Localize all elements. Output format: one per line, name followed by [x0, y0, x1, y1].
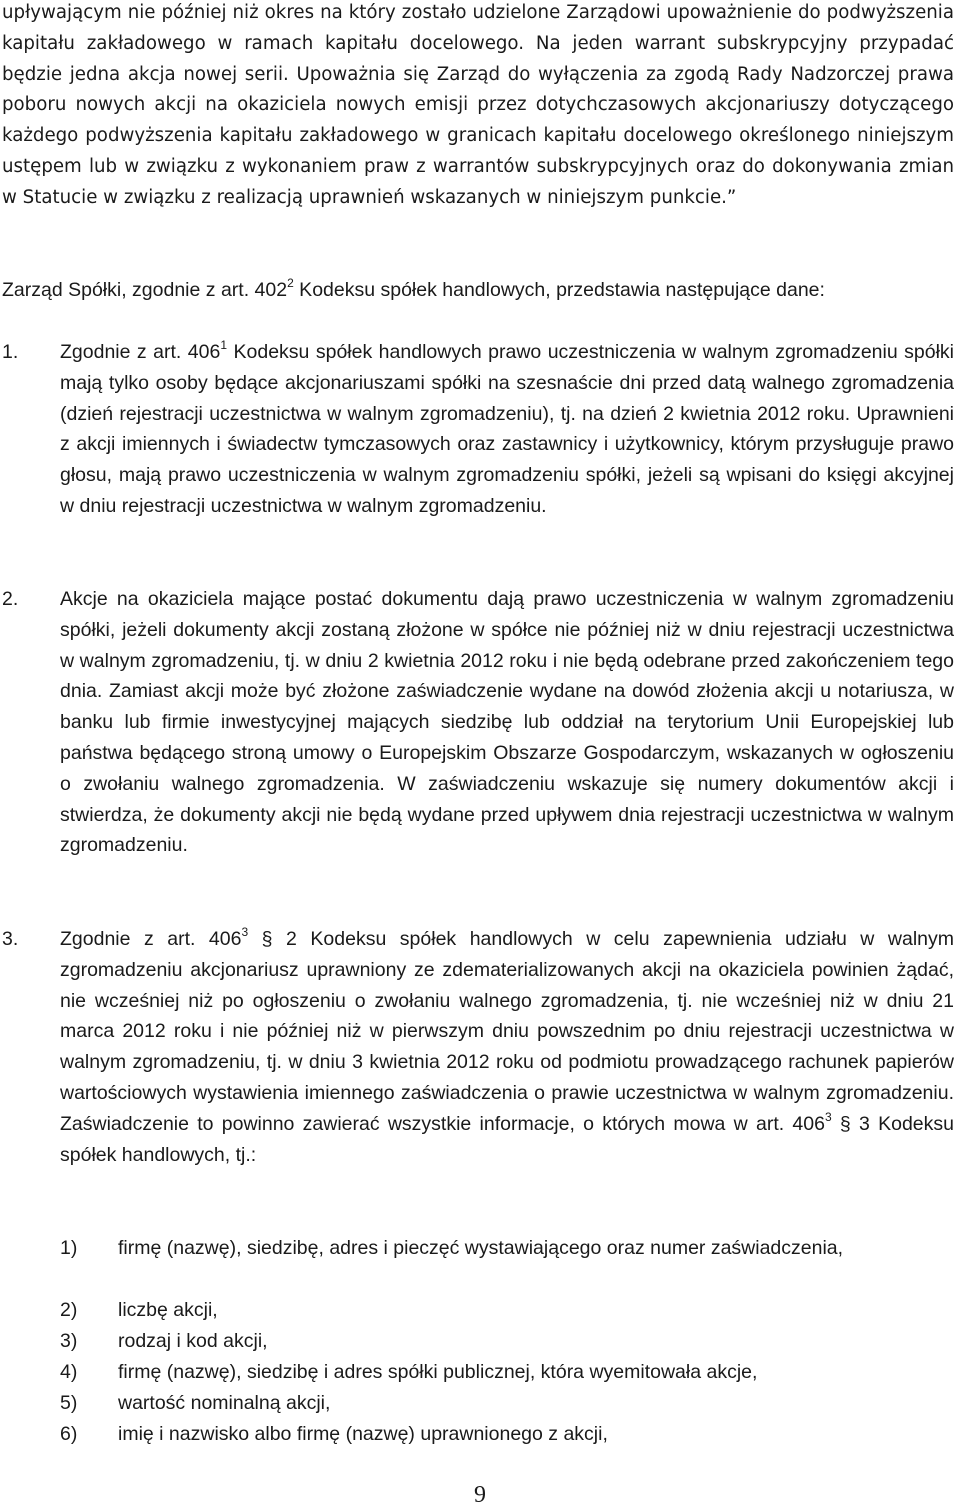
list-item-number: 2.: [2, 588, 19, 610]
sub-item-number: 3): [60, 1330, 78, 1352]
list-item-text-before: Zgodnie z art. 406: [60, 341, 221, 363]
sub-item-text: liczbę akcji,: [118, 1299, 218, 1321]
list-item-text-after: § 3 Kodeksu spółek handlowych, tj.:: [60, 1112, 954, 1166]
list-item-text-after: Kodeksu spółek handlowych prawo uczestniczenia w walnym zgromadzeniu spółki mają tylko osoby będące akcjonariuszami spółki na szesnaście dni przed datą walnego zgromadzenia (dzień rejestracji uczestnictwa w walnym zgromadzeniu), tj. na dzień 2 kwietnia 2012 roku. Uprawnieni z akcji imiennych i świadectw tymczasowych oraz zastawnicy i użytkownicy, którym przysługuje prawo głosu, mają prawo uczestniczenia w walnym zgromadzeniu spółki, jeżeli są wpisani do księgi akcyjnej w dniu rejestracji uczestnictwa w walnym zgromadzeniu.: [60, 341, 955, 517]
list-item-3: [2, 924, 954, 1170]
sub-item-number: 2): [60, 1299, 78, 1321]
sub-item-number: 1): [60, 1237, 78, 1259]
lead-text-after: Kodeksu spółek handlowych, przedstawia następujące dane:: [293, 279, 825, 301]
sub-item-text: rodzaj i kod akcji,: [118, 1330, 268, 1352]
list-item-number: 1.: [2, 341, 19, 363]
sub-item-1: [60, 1233, 952, 1264]
lead-text-before: Zarząd Spółki, zgodnie z art. 402: [2, 279, 288, 301]
sub-item-5: [60, 1388, 952, 1419]
list-item-text-before: Zgodnie z art. 406: [60, 928, 242, 950]
lead-paragraph: [2, 275, 954, 306]
list-item-number: 3.: [2, 928, 19, 950]
intro-paragraph: upływającym nie później niż okres na który zostało udzielone Zarządowi upoważnienie do podwyższenia kapitału zakładowego w ramach kapitału docelowego. Na jeden warrant subskrypcyjny przypadać będzie jedna akcja nowej serii. Upoważnia się Zarząd do wyłączenia za zgodą Rady Nadzorczej prawa poboru nowych akcji na okaziciela nowych emisji przez dotychczasowych akcjonariuszy dotyczącego każdego podwyższenia kapitału zakładowego w granicach kapitału docelowego określonego niniejszym ustępem lub w związku z wykonaniem praw z warrantów subskrypcyjnych oraz do dokonywania zmian w Statucie w związku z realizacją uprawnień wskazanych w niniejszym punkcie.”: [2, 2, 954, 208]
list-item-body: [60, 924, 954, 1170]
sub-item-number: 5): [60, 1392, 78, 1414]
sub-item-number: 4): [60, 1361, 78, 1383]
list-item-body: Akcje na okaziciela mające postać dokumentu dają prawo uczestniczenia w walnym zgromadzeniu spółki, jeżeli dokumenty akcji zostaną złożone w spółce nie później niż w dniu rejestracji uczestnictwa w walnym zgromadzeniu, tj. w dniu 2 kwietnia 2012 roku i nie będą odebrane przed zakończeniem tego dnia. Zamiast akcji może być złożone zaświadczenie wydane na dowód złożenia akcji u notariusza, w banku lub firmie inwestycyjnej mających siedzibę lub oddział na terytorium Unii Europejskiej lub państwa będącego stroną umowy o Europejskim Obszarze Gospodarczym, wskazanych w ogłoszeniu o zwołaniu walnego zgromadzenia. W zaświadczeniu wskazuje się numery dokumentów akcji i stwierdza, że dokumenty akcji nie będą wydane przed upływem dnia rejestracji uczestnictwa w walnym zgromadzeniu.: [60, 588, 954, 857]
list-item-1: [2, 337, 954, 522]
sub-item-3: [60, 1326, 952, 1357]
sub-item-2: [60, 1295, 952, 1326]
list-item-text-mid: § 2 Kodeksu spółek handlowych w celu zapewnienia udziału w walnym zgromadzeniu akcjonariusz uprawniony ze zdematerializowanych akcji na okaziciela powinien żądać, nie wcześniej niż po ogłoszeniu o zwołaniu walnego zgromadzenia, tj. nie wcześniej niż w dniu 21 marca 2012 roku i nie później niż w pierwszym dniu powszednim po dniu rejestracji uczestnictwa w walnym zgromadzeniu, tj. w dniu 3 kwietnia 2012 roku od podmiotu prowadzącego rachunek papierów wartościowych wystawienia imiennego zaświadczenia o prawie uczestnictwa w walnym zgromadzeniu. Zaświadczenie to powinno zawierać wszystkie informacje, o których mowa w art. 406: [60, 928, 955, 1135]
list-item-superscript: 1: [220, 338, 228, 352]
list-item-body: [60, 337, 954, 522]
sub-item-number: 6): [60, 1423, 78, 1445]
sub-item-text: firmę (nazwę), siedzibę, adres i pieczęć wystawiającego oraz numer zaświadczenia,: [118, 1237, 844, 1259]
list-item-2: [2, 584, 954, 861]
sub-item-text: wartość nominalną akcji,: [118, 1392, 331, 1414]
list-item-superscript-2: 3: [824, 1109, 832, 1124]
page-number: 9: [474, 1482, 486, 1508]
sub-item-text: imię i nazwisko albo firmę (nazwę) uprawnionego z akcji,: [118, 1423, 608, 1445]
list-item-superscript: 3: [241, 925, 249, 939]
sub-item-6: [60, 1419, 952, 1450]
sub-item-4: [60, 1357, 952, 1388]
lead-superscript: 2: [287, 276, 294, 290]
sub-item-text: firmę (nazwę), siedzibę i adres spółki publicznej, która wyemitowała akcje,: [118, 1361, 758, 1383]
